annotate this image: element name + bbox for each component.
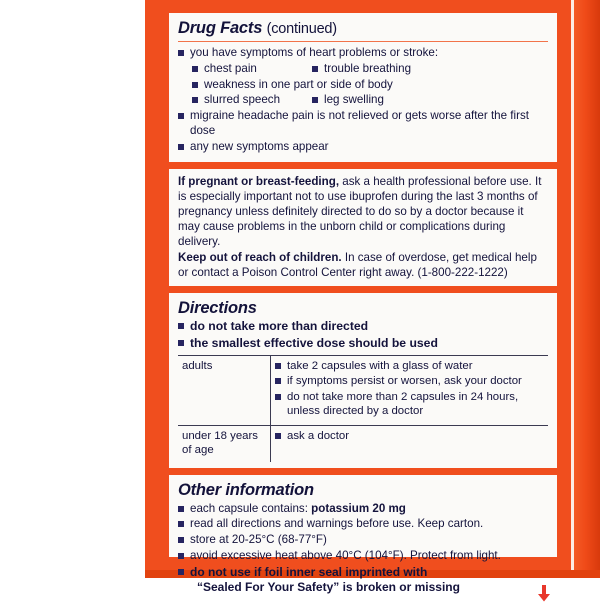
section-divider-bar: [169, 286, 557, 293]
list-item: avoid excessive heat above 40°C (104°F). Protect from light.: [178, 549, 548, 564]
section-divider-bar: [169, 468, 557, 475]
instruction-cell: [271, 425, 549, 462]
list-item: [178, 565, 548, 596]
children-lead-bold: Keep out of reach of children.: [178, 251, 342, 265]
symptom-left: slurred speech: [204, 93, 281, 107]
list-item: [192, 62, 548, 77]
section-divider-bar: [169, 162, 557, 169]
directions-title: Directions: [178, 299, 257, 318]
list-item: read all directions and warnings before use. Keep carton.: [178, 517, 548, 532]
symptom-sublist: [192, 62, 548, 108]
seal-warning-line-2: “Sealed For Your Safety” is broken or missing: [197, 580, 460, 595]
instruction-list: [275, 359, 544, 419]
warnings-bullet-list-2: [178, 109, 548, 154]
other-information-section: [169, 475, 557, 603]
down-arrow-icon: [537, 585, 551, 602]
children-paragraph: [178, 250, 548, 280]
symptom-right: leg swelling: [324, 93, 384, 107]
list-item: [178, 502, 548, 517]
list-item: do not take more than 2 capsules in 24 hours, unless directed by a doctor: [275, 390, 544, 419]
list-item: do not take more than directed: [178, 319, 548, 335]
page-title: [178, 19, 548, 38]
table-row: [178, 355, 548, 425]
pregnancy-warning-section: [169, 169, 557, 286]
list-item: take 2 capsules with a glass of water: [275, 359, 544, 374]
symptom-left: chest pain: [204, 61, 257, 75]
pregnancy-lead-bold: If pregnant or breast-feeding,: [178, 174, 340, 188]
drug-facts-panel: [166, 10, 560, 595]
directions-section: [169, 293, 557, 468]
list-item: [192, 93, 548, 108]
medicine-carton-panel: [145, 0, 600, 595]
age-cell: under 18 years of age: [178, 425, 271, 462]
drug-facts-continued-label: (continued): [266, 21, 337, 37]
carton-spine-edge: [574, 0, 600, 578]
seal-warning-line-1: do not use if foil inner seal imprinted with: [190, 564, 428, 579]
header-divider: [178, 41, 548, 42]
list-item: if symptoms persist or worsen, ask your doctor: [275, 374, 544, 389]
square-bullet-icon: [312, 66, 318, 72]
capsule-contains-label: each capsule contains:: [190, 501, 312, 515]
square-bullet-icon: [312, 97, 318, 103]
symptom-right-wrap: [312, 62, 548, 77]
instruction-list: [275, 429, 544, 444]
drug-facts-title: Drug Facts: [178, 19, 263, 37]
list-item: migraine headache pain is not relieved or gets worse after the first dose: [178, 109, 548, 139]
symptom-right: trouble breathing: [324, 61, 412, 75]
list-item: store at 20-25°C (68-77°F): [178, 533, 548, 548]
other-information-title: Other information: [178, 481, 314, 500]
list-item: any new symptoms appear: [178, 140, 548, 155]
instruction-cell: [271, 355, 549, 425]
list-item: the smallest effective dose should be used: [178, 336, 548, 352]
table-row: [178, 425, 548, 462]
symptom-right-wrap: [312, 93, 548, 108]
list-item: ask a doctor: [275, 429, 544, 444]
other-information-list: [178, 502, 548, 597]
list-item: weakness in one part or side of body: [192, 78, 548, 93]
dosage-table: [178, 355, 548, 463]
warnings-section: [169, 13, 557, 162]
directions-bullet-list: [178, 319, 548, 351]
pregnancy-paragraph: [178, 174, 548, 249]
warnings-bullet-list: [178, 46, 548, 61]
age-cell: adults: [178, 355, 271, 425]
pregnancy-lead-rest: ask a health professional before use. It is especially important not to use ibuprofen during the last 3 months of pregnancy unless definitely directed to do so by a doctor because it may cause problems in the unborn child or complications during delivery.: [178, 174, 542, 248]
capsule-contains-value: potassium 20 mg: [311, 501, 406, 515]
children-lead-rest: In case of overdose, get medical help or contact a Poison Control Center right away. (1-800-222-1222): [178, 251, 537, 280]
list-item: you have symptoms of heart problems or stroke:: [178, 46, 548, 61]
